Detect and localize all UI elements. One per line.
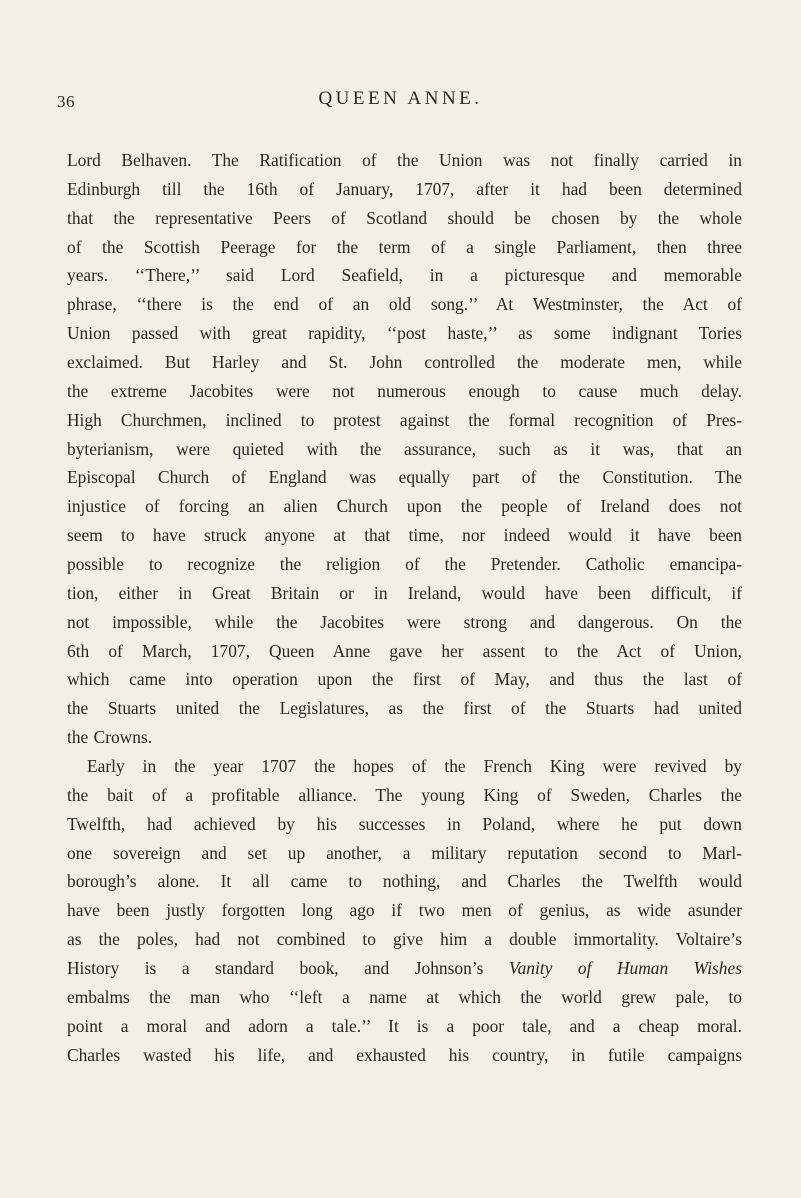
text-line: as the poles, had not combined to give him a double immortality. Voltaire’s	[67, 929, 742, 950]
page-number: 36	[57, 92, 75, 111]
text-line: seem to have struck anyone at that time, nor indeed would it have been	[67, 525, 742, 546]
text-line: possible to recognize the religion of the Pretender. Catholic emancipa-	[67, 554, 742, 575]
text-line: years. ‘‘There,’’ said Lord Seafield, in a picturesque and memorable	[67, 265, 742, 286]
text-line	[67, 954, 742, 983]
text-line: Union passed with great rapidity, ‘‘post haste,’’ as some indignant Tories	[67, 323, 742, 344]
text-line: exclaimed. But Harley and St. John controlled the moderate men, while	[67, 352, 742, 373]
running-title: QUEEN ANNE.	[318, 88, 483, 109]
text-line: Edinburgh till the 16th of January, 1707, after it had been determined	[67, 178, 742, 199]
text-line: Lord Belhaven. The Ratification of the Union was not finally carried in	[67, 150, 742, 170]
text-line: point a moral and adorn a tale.’’ It is a poor tale, and a cheap moral.	[67, 1015, 742, 1036]
text-line: borough’s alone. It all came to nothing, and Charles the Twelfth would	[67, 871, 742, 892]
text-line: Charles wasted his life, and exhausted his country, in futile campaigns	[67, 1044, 742, 1065]
text-line: tion, either in Great Britain or in Ireland, would have been difficult, if	[67, 582, 742, 603]
text-line: the extreme Jacobites were not numerous enough to cause much delay.	[67, 380, 742, 401]
text-line: 6th of March, 1707, Queen Anne gave her assent to the Act of Union,	[67, 640, 742, 661]
text-line: one sovereign and set up another, a military reputation second to Marl-	[67, 842, 742, 863]
text-line: the Stuarts united the Legislatures, as the first of the Stuarts had united	[67, 698, 742, 719]
text-line: High Churchmen, inclined to protest against the formal recognition of Pres-	[67, 409, 742, 430]
book-title-italic: Vanity of Human Wishes	[508, 958, 742, 979]
text-line: the bait of a profitable alliance. The young King of Sweden, Charles the	[67, 784, 742, 805]
text-line: phrase, ‘‘there is the end of an old song.’’ At Westminster, the Act of	[67, 294, 742, 315]
text-line: byterianism, were quieted with the assurance, such as it was, that an	[67, 438, 742, 459]
body-text	[67, 146, 742, 1070]
text-line: which came into operation upon the first of May, and thus the last of	[67, 669, 742, 690]
text-line: Episcopal Church of England was equally part of the Constitution. The	[67, 467, 742, 488]
text-segment: History is a standard book, and Johnson’s	[67, 958, 484, 979]
text-line: injustice of forcing an alien Church upon the people of Ireland does not	[67, 496, 742, 517]
paragraph-first-line: Early in the year 1707 the hopes of the French King were revived by	[87, 756, 742, 777]
text-line: not impossible, while the Jacobites were strong and dangerous. On the	[67, 611, 742, 632]
text-line: that the representative Peers of Scotland should be chosen by the whole	[67, 207, 742, 228]
running-head	[0, 88, 801, 118]
paragraph-end-line: the Crowns.	[67, 727, 153, 748]
text-line: have been justly forgotten long ago if two men of genius, as wide asunder	[67, 900, 742, 921]
text-line: Twelfth, had achieved by his successes in Poland, where he put down	[67, 813, 742, 834]
text-line: of the Scottish Peerage for the term of a single Parliament, then three	[67, 236, 742, 257]
text-line: embalms the man who ‘‘left a name at which the world grew pale, to	[67, 986, 742, 1007]
